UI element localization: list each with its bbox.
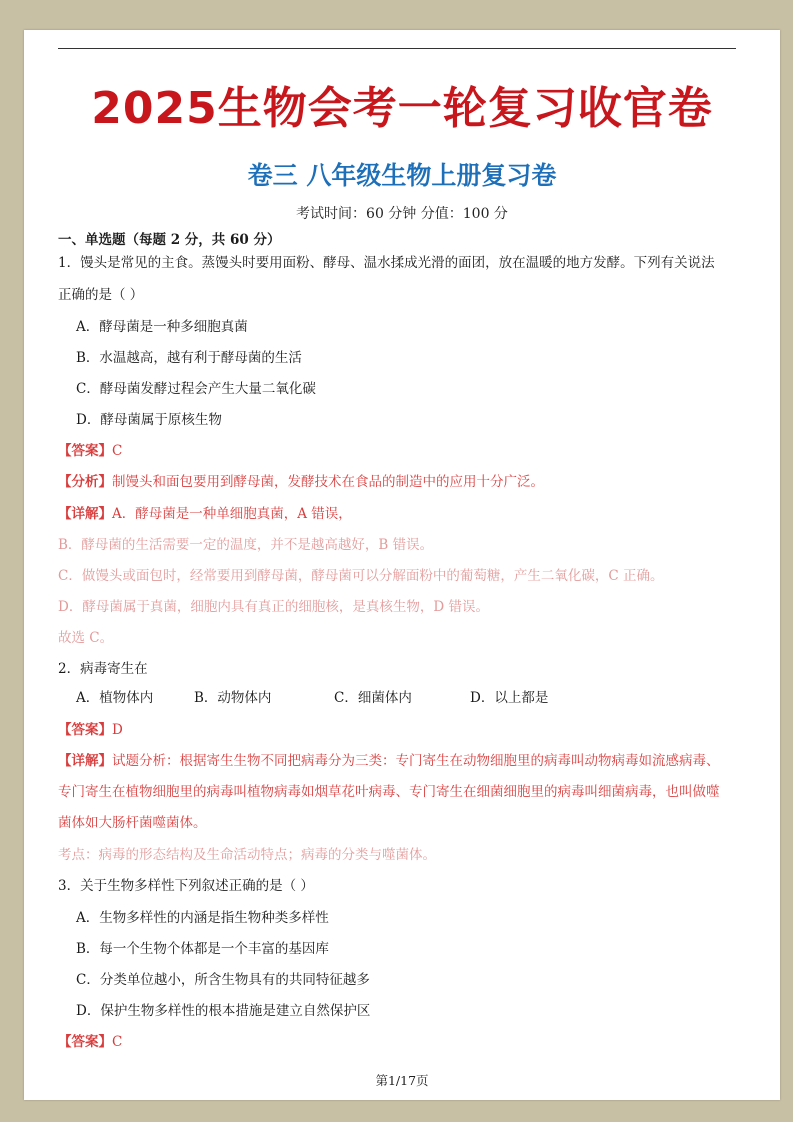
- q1-analysis-tag: 【分析】: [58, 474, 112, 490]
- q2-answer: [58, 718, 123, 738]
- q1-answer-tag: 【答案】: [58, 443, 112, 459]
- exam-info: 考试时间：60 分钟 分值：100 分: [296, 206, 508, 222]
- q1-option-c: C．酵母菌发酵过程会产生大量二氧化碳: [76, 381, 316, 397]
- q3-option-b: B．每一个生物个体都是一个丰富的基因库: [76, 941, 329, 957]
- q1-stem-line1: 1．馒头是常见的主食。蒸馒头时要用面粉、酵母、温水揉成光滑的面团，放在温暖的地方发酵。下列有关说法: [58, 255, 715, 271]
- q1-answer-value: C: [112, 443, 123, 459]
- q3-option-d: D．保护生物多样性的根本措施是建立自然保护区: [76, 1003, 371, 1019]
- q2-option-b: B．动物体内: [194, 690, 272, 706]
- q2-answer-tag: 【答案】: [58, 722, 112, 738]
- document-page: [24, 30, 780, 1100]
- q3-answer: [58, 1030, 122, 1050]
- q2-detail-line1: [58, 749, 720, 769]
- q1-stem-line2: 正确的是（ ）: [58, 287, 144, 303]
- q1-option-d: D．酵母菌属于原核生物: [76, 412, 222, 428]
- q2-detail-tag: 【详解】: [58, 753, 112, 769]
- q2-detail-line1-text: 试题分析：根据寄生生物不同把病毒分为三类：专门寄生在动物细胞里的病毒叫动物病毒如流感病毒、: [112, 753, 720, 769]
- q1-option-b: B．水温越高，越有利于酵母菌的生活: [76, 350, 302, 366]
- q2-detail-line2: 专门寄生在植物细胞里的病毒叫植物病毒如烟草花叶病毒、专门寄生在细菌细胞里的病毒叫细菌病毒，也叫做噬: [58, 784, 720, 800]
- q2-option-d: D．以上都是: [470, 690, 549, 706]
- q1-option-a: A．酵母菌是一种多细胞真菌: [76, 319, 248, 335]
- q3-option-a: A．生物多样性的内涵是指生物种类多样性: [76, 910, 329, 926]
- q2-option-c: C．细菌体内: [334, 690, 412, 706]
- q2-answer-value: D: [112, 722, 123, 738]
- q3-stem: 3．关于生物多样性下列叙述正确的是（ ）: [58, 878, 314, 894]
- page-number: 第1/17页: [375, 1073, 429, 1088]
- q2-detail-line3: 菌体如大肠杆菌噬菌体。: [58, 815, 207, 831]
- section-heading: 一、单选题（每题 2 分，共 60 分）: [58, 232, 281, 248]
- sub-title: 卷三 八年级生物上册复习卷: [247, 161, 557, 190]
- main-title: 2025生物会考一轮复习收官卷: [91, 83, 713, 134]
- q1-detail-b: B．酵母菌的生活需要一定的温度，并不是越高越好，B 错误。: [58, 537, 434, 553]
- q3-answer-value: C: [112, 1034, 123, 1050]
- q1-conclusion: 故选 C。: [58, 630, 114, 646]
- q3-option-c: C．分类单位越小，所含生物具有的共同特征越多: [76, 972, 370, 988]
- header-rule: [58, 48, 736, 49]
- q1-detail-c: C．做馒头或面包时，经常要用到酵母菌，酵母菌可以分解面粉中的葡萄糖，产生二氧化碳，C 正确。: [58, 568, 664, 584]
- q2-stem: 2．病毒寄生在: [58, 661, 148, 677]
- q2-option-a: A．植物体内: [76, 690, 154, 706]
- q3-answer-tag: 【答案】: [58, 1034, 112, 1050]
- q1-detail-d: D．酵母菌属于真菌，细胞内具有真正的细胞核，是真核生物，D 错误。: [58, 599, 489, 615]
- q1-detail-a: [58, 502, 352, 522]
- q1-detail-tag: 【详解】: [58, 506, 112, 522]
- q1-analysis: [58, 470, 544, 490]
- q2-kaodian: 考点：病毒的形态结构及生命活动特点；病毒的分类与噬菌体。: [58, 847, 436, 863]
- q1-answer: [58, 439, 122, 459]
- q1-analysis-text: 制馒头和面包要用到酵母菌，发酵技术在食品的制造中的应用十分广泛。: [112, 474, 544, 490]
- q1-detail-a-text: A．酵母菌是一种单细胞真菌，A 错误，: [112, 506, 352, 522]
